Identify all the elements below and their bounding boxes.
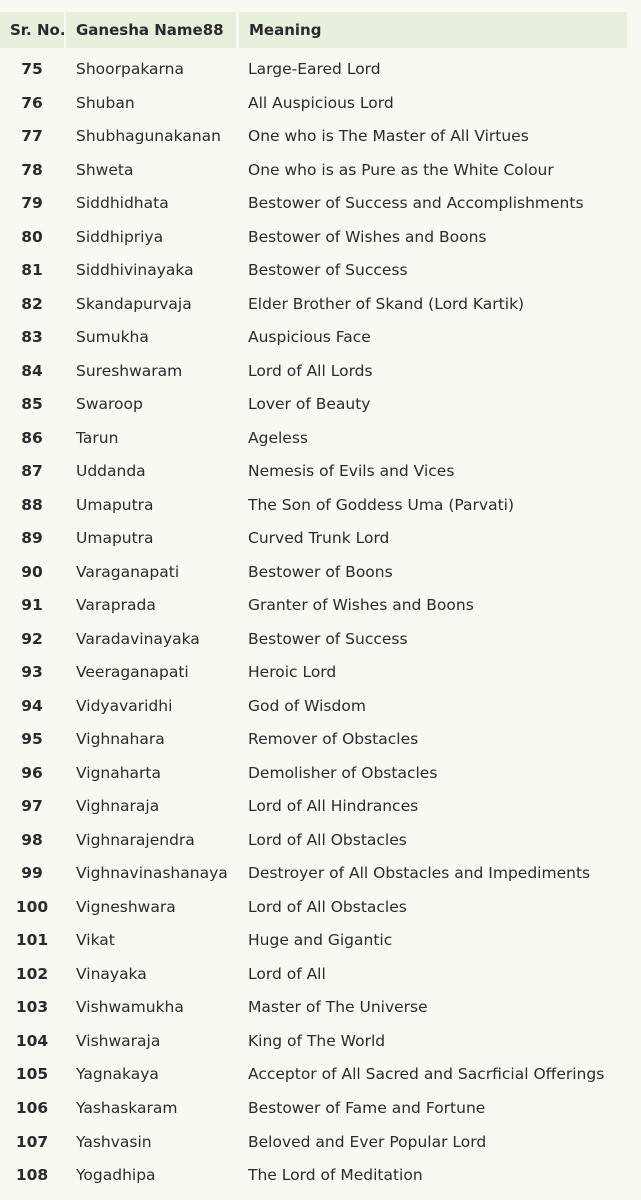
- cell-meaning: All Auspicious Lord: [248, 93, 394, 112]
- table-row: [0, 891, 641, 925]
- cell-sr-no: 93: [21, 663, 43, 682]
- cell-ganesha-name: Vidyavaridhi: [76, 696, 173, 715]
- cell-ganesha-name: Vignaharta: [76, 763, 162, 782]
- cell-sr-no: 92: [21, 629, 43, 648]
- cell-sr-no: 78: [21, 160, 43, 179]
- table-row: [0, 355, 641, 389]
- cell-ganesha-name: Vighnahara: [76, 730, 165, 749]
- table-row: [0, 221, 641, 255]
- cell-meaning: One who is as Pure as the White Colour: [248, 160, 554, 179]
- cell-ganesha-name: Vighnaraja: [76, 797, 160, 816]
- cell-meaning: Destroyer of All Obstacles and Impediments: [248, 864, 591, 883]
- table-row: [0, 120, 641, 154]
- cell-ganesha-name: Varadavinayaka: [76, 629, 200, 648]
- cell-ganesha-name: Yogadhipa: [76, 1166, 156, 1185]
- header-meaning: Meaning: [239, 12, 627, 48]
- cell-sr-no: 108: [15, 1166, 49, 1185]
- cell-sr-no: 103: [15, 998, 49, 1017]
- cell-meaning: Lord of All Obstacles: [248, 897, 407, 916]
- header-sr-no: Sr. No.: [0, 12, 64, 48]
- cell-meaning: Master of The Universe: [248, 998, 428, 1017]
- cell-meaning: Heroic Lord: [248, 663, 337, 682]
- table-row: [0, 857, 641, 891]
- table-row: [0, 422, 641, 456]
- cell-meaning: Lord of All: [248, 964, 326, 983]
- cell-ganesha-name: Siddhipriya: [76, 227, 164, 246]
- cell-sr-no: 79: [21, 194, 43, 213]
- cell-meaning: Huge and Gigantic: [248, 931, 393, 950]
- table-row: [0, 958, 641, 992]
- cell-meaning: Curved Trunk Lord: [248, 529, 390, 548]
- cell-ganesha-name: Shuban: [76, 93, 135, 112]
- table-row: [0, 522, 641, 556]
- cell-ganesha-name: Yagnakaya: [76, 1065, 159, 1084]
- table-row: [0, 1092, 641, 1126]
- cell-sr-no: 106: [15, 1098, 49, 1117]
- cell-sr-no: 80: [21, 227, 43, 246]
- cell-sr-no: 107: [15, 1132, 49, 1151]
- table-row: [0, 589, 641, 623]
- table-row: [0, 623, 641, 657]
- cell-sr-no: 89: [21, 529, 43, 548]
- cell-sr-no: 98: [21, 830, 43, 849]
- table-row: [0, 824, 641, 858]
- cell-meaning: Acceptor of All Sacred and Sacrficial Offerings: [248, 1065, 605, 1084]
- cell-ganesha-name: Umaputra: [76, 529, 154, 548]
- table-row: [0, 489, 641, 523]
- table-row: [0, 991, 641, 1025]
- cell-sr-no: 100: [15, 897, 49, 916]
- cell-ganesha-name: Siddhidhata: [76, 194, 169, 213]
- cell-sr-no: 97: [21, 797, 43, 816]
- cell-sr-no: 88: [21, 495, 43, 514]
- cell-sr-no: 76: [21, 93, 43, 112]
- cell-ganesha-name: Veeraganapati: [76, 663, 189, 682]
- cell-sr-no: 75: [21, 60, 43, 78]
- cell-sr-no: 82: [21, 294, 43, 313]
- cell-meaning: Lord of All Hindrances: [248, 797, 419, 816]
- cell-ganesha-name: Sureshwaram: [76, 361, 183, 380]
- header-ganesha-name: Ganesha Name88: [66, 12, 236, 48]
- cell-ganesha-name: Varaganapati: [76, 562, 180, 581]
- cell-sr-no: 90: [21, 562, 43, 581]
- cell-sr-no: 105: [15, 1065, 49, 1084]
- cell-meaning: Lord of All Lords: [248, 361, 373, 380]
- cell-meaning: One who is The Master of All Virtues: [248, 127, 529, 146]
- cell-meaning: Beloved and Ever Popular Lord: [248, 1132, 487, 1151]
- cell-ganesha-name: Shweta: [76, 160, 134, 179]
- cell-meaning: Large-Eared Lord: [248, 60, 381, 78]
- cell-meaning: Remover of Obstacles: [248, 730, 419, 749]
- cell-meaning: Bestower of Fame and Fortune: [248, 1098, 486, 1117]
- table-row: [0, 187, 641, 221]
- cell-ganesha-name: Yashaskaram: [76, 1098, 178, 1117]
- cell-ganesha-name: Tarun: [76, 428, 119, 447]
- table-row: [0, 154, 641, 188]
- cell-sr-no: 95: [21, 730, 43, 749]
- cell-ganesha-name: Varaprada: [76, 596, 156, 615]
- cell-meaning: Elder Brother of Skand (Lord Kartik): [248, 294, 525, 313]
- cell-ganesha-name: Umaputra: [76, 495, 154, 514]
- cell-ganesha-name: Skandapurvaja: [76, 294, 192, 313]
- cell-sr-no: 94: [21, 696, 43, 715]
- cell-ganesha-name: Shubhagunakanan: [76, 127, 221, 146]
- cell-meaning: Demolisher of Obstacles: [248, 763, 438, 782]
- table-row: [0, 723, 641, 757]
- table-row: [0, 1159, 641, 1193]
- cell-ganesha-name: Shoorpakarna: [76, 60, 184, 78]
- cell-meaning: Granter of Wishes and Boons: [248, 596, 474, 615]
- cell-ganesha-name: Yashvasin: [76, 1132, 152, 1151]
- cell-ganesha-name: Uddanda: [76, 462, 146, 481]
- table-row: [0, 254, 641, 288]
- table-row: [0, 53, 641, 87]
- table-row: [0, 1058, 641, 1092]
- table-row: [0, 690, 641, 724]
- table-row: [0, 556, 641, 590]
- cell-sr-no: 85: [21, 395, 43, 414]
- table-row: [0, 790, 641, 824]
- table-header: [0, 12, 641, 48]
- cell-ganesha-name: Vinayaka: [76, 964, 147, 983]
- cell-meaning: Bestower of Success and Accomplishments: [248, 194, 584, 213]
- cell-meaning: Bestower of Boons: [248, 562, 393, 581]
- table-row: [0, 288, 641, 322]
- cell-ganesha-name: Vighnavinashanaya: [76, 864, 228, 883]
- cell-meaning: Bestower of Wishes and Boons: [248, 227, 487, 246]
- table-row: [0, 321, 641, 355]
- cell-meaning: Auspicious Face: [248, 328, 371, 347]
- cell-sr-no: 81: [21, 261, 43, 280]
- cell-ganesha-name: Vishwamukha: [76, 998, 184, 1017]
- cell-sr-no: 102: [15, 964, 49, 983]
- cell-ganesha-name: Siddhivinayaka: [76, 261, 194, 280]
- cell-sr-no: 99: [21, 864, 43, 883]
- cell-ganesha-name: Sumukha: [76, 328, 149, 347]
- cell-meaning: Ageless: [248, 428, 308, 447]
- table-row: [0, 757, 641, 791]
- cell-meaning: Bestower of Success: [248, 629, 408, 648]
- cell-sr-no: 84: [21, 361, 43, 380]
- cell-meaning: Bestower of Success: [248, 261, 408, 280]
- cell-sr-no: 83: [21, 328, 43, 347]
- cell-ganesha-name: Swaroop: [76, 395, 143, 414]
- cell-sr-no: 77: [21, 127, 43, 146]
- cell-meaning: Lover of Beauty: [248, 395, 371, 414]
- cell-ganesha-name: Vishwaraja: [76, 1031, 161, 1050]
- cell-meaning: Lord of All Obstacles: [248, 830, 407, 849]
- cell-sr-no: 86: [21, 428, 43, 447]
- cell-ganesha-name: Vigneshwara: [76, 897, 176, 916]
- cell-meaning: God of Wisdom: [248, 696, 366, 715]
- table-row: [0, 1025, 641, 1059]
- cell-meaning: The Son of Goddess Uma (Parvati): [248, 495, 515, 514]
- cell-meaning: Nemesis of Evils and Vices: [248, 462, 455, 481]
- table-row: [0, 388, 641, 422]
- cell-meaning: King of The World: [248, 1031, 386, 1050]
- cell-sr-no: 91: [21, 596, 43, 615]
- cell-ganesha-name: Vikat: [76, 931, 115, 950]
- table-row: [0, 924, 641, 958]
- table-row: [0, 455, 641, 489]
- table-row: [0, 1126, 641, 1160]
- table-row: [0, 87, 641, 121]
- cell-sr-no: 87: [21, 462, 43, 481]
- table-body: [0, 53, 641, 1193]
- cell-sr-no: 101: [15, 931, 49, 950]
- cell-ganesha-name: Vighnarajendra: [76, 830, 195, 849]
- cell-sr-no: 104: [15, 1031, 49, 1050]
- table-row: [0, 656, 641, 690]
- cell-meaning: The Lord of Meditation: [248, 1166, 423, 1185]
- cell-sr-no: 96: [21, 763, 43, 782]
